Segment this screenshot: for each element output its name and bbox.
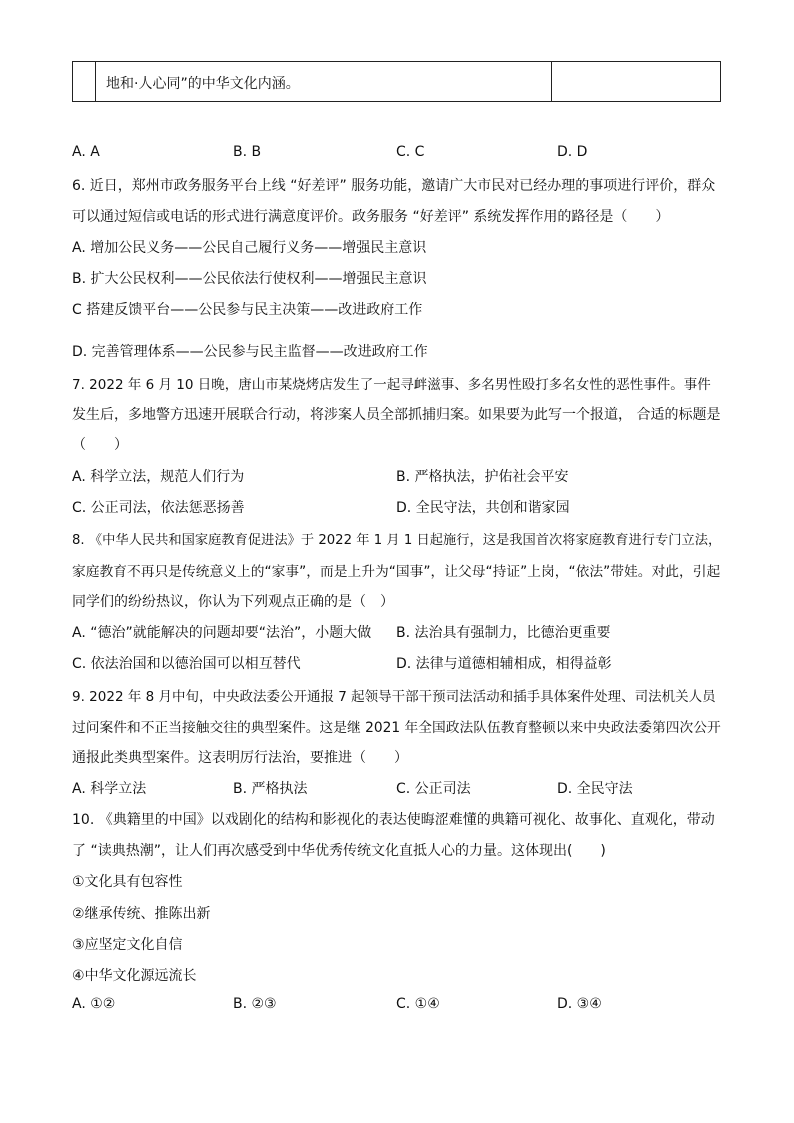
q6-option-a: A. 增加公民义务——公民自己履行义务——增强民主意识: [72, 240, 427, 256]
q10-option-d: D. ③④: [557, 996, 602, 1012]
q5-option-b: B. B: [233, 144, 262, 160]
answer-table: [72, 61, 721, 102]
q10-statement-3: ③应坚定文化自信: [72, 937, 183, 953]
q7-option-b: B. 严格执法，护佑社会平安: [396, 469, 569, 485]
q10-statement-4: ④中华文化源远流长: [72, 968, 197, 984]
q10-statement-2: ②继承传统、推陈出新: [72, 906, 211, 922]
table-cell-text: 地和·人心同”的中华文化内涵。: [106, 76, 300, 92]
q5-option-a: A. A: [72, 144, 100, 160]
q8-stem-line-3: 同学们的纷纷热议，你认为下列观点正确的是（ ）: [72, 594, 394, 610]
q10-statement-1: ①文化具有包容性: [72, 874, 183, 890]
q7-stem-line-1: 7. 2022 年 6 月 10 日晚，唐山市某烧烤店发生了一起寻衅滋事、多名男性殴打多名女性的恶性事件。事件: [72, 377, 711, 393]
q8-option-c: C. 依法治国和以德治国可以相互替代: [72, 656, 301, 672]
q10-option-a: A. ①②: [72, 996, 116, 1012]
q5-option-c: C. C: [396, 144, 425, 160]
q6-option-d: D. 完善管理体系——公民参与民主监督——改进政府工作: [72, 344, 428, 360]
table-cell-divider: [551, 62, 552, 101]
q10-stem-line-2: 了 “读典热潮”，让人们再次感受到中华优秀传统文化直抵人心的力量。这体现出( ): [72, 843, 606, 859]
q9-option-a: A. 科学立法: [72, 781, 147, 797]
q8-option-b: B. 法治具有强制力，比德治更重要: [396, 625, 611, 641]
q6-option-b: B. 扩大公民权利——公民依法行使权利——增强民主意识: [72, 271, 427, 287]
q9-option-b: B. 严格执法: [233, 781, 308, 797]
q7-option-c: C. 公正司法，依法惩恶扬善: [72, 500, 245, 516]
q6-option-c: C 搭建反馈平台——公民参与民主决策——改进政府工作: [72, 302, 423, 318]
table-cell-index: [73, 62, 96, 101]
q6-stem-line-1: 6. 近日，郑州市政务服务平台上线 “好差评” 服务功能，邀请广大市民对已经办理的事项进行评价，群众: [72, 178, 716, 194]
q7-option-a: A. 科学立法，规范人们行为: [72, 469, 245, 485]
q10-stem-line-1: 10. 《典籍里的中国》以戏剧化的结构和影视化的表达使晦涩难懂的典籍可视化、故事化、直观化，带动: [72, 812, 715, 828]
q8-stem-line-1: 8. 《中华人民共和国家庭教育促进法》于 2022 年 1 月 1 日起施行，这是我国首次将家庭教育进行专门立法，: [72, 533, 722, 548]
q6-stem-line-2: 可以通过短信或电话的形式进行满意度评价。政务服务 “好差评” 系统发挥作用的路径是（ ）: [72, 209, 670, 225]
q9-option-d: D. 全民守法: [557, 781, 633, 797]
q7-stem-line-3: （ ）: [72, 437, 128, 453]
q8-option-a: A. “德治”就能解决的问题却要“法治”，小题大做: [72, 625, 372, 641]
q5-option-d: D. D: [557, 144, 588, 160]
q9-stem-line-2: 过问案件和不正当接触交往的典型案件。这是继 2021 年全国政法队伍教育整顿以来中央政法委第四次公开: [72, 720, 721, 736]
q10-option-b: B. ②③: [233, 996, 277, 1012]
q7-stem-line-2: 发生后，多地警方迅速开展联合行动，将涉案人员全部抓捕归案。如果要为此写一个报道， 合适的标题是: [72, 407, 721, 423]
q8-stem-line-2: 家庭教育不再只是传统意义上的“家事”，而是上升为“国事”，让父母“持证”上岗，“依法”带娃。对此，引起: [72, 564, 721, 580]
q9-stem-line-1: 9. 2022 年 8 月中旬，中央政法委公开通报 7 起领导干部干预司法活动和插手具体案件处理、司法机关人员: [72, 689, 716, 705]
q7-option-d: D. 全民守法，共创和谐家园: [396, 500, 570, 516]
q9-option-c: C. 公正司法: [396, 781, 471, 797]
q9-stem-line-3: 通报此类典型案件。这表明厉行法治，要推进（ ）: [72, 750, 408, 766]
q10-option-c: C. ①④: [396, 996, 440, 1012]
q8-option-d: D. 法律与道德相辅相成，相得益彰: [396, 656, 612, 672]
